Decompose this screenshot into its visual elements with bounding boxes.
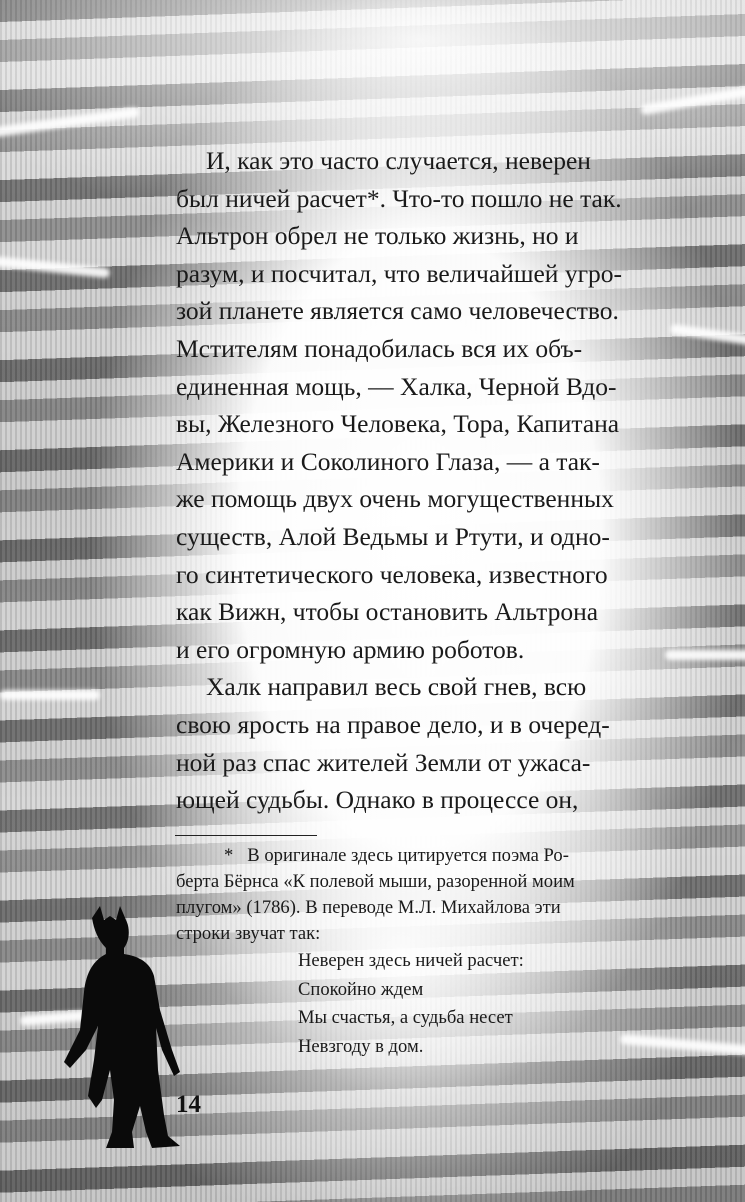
text-line: Альтрон обрел не только жизнь, но и <box>176 221 579 251</box>
footnote-poem <box>298 947 638 1061</box>
footnote-line: берта Бёрнса «К полевой мыши, разоренной моим <box>176 871 575 892</box>
page-number: 14 <box>176 1091 201 1118</box>
light-beam-decoration <box>640 85 745 116</box>
light-beam-decoration <box>0 107 140 139</box>
body-text <box>176 142 660 819</box>
footnote-line: строки звучат так: <box>176 923 321 944</box>
poem-line: Невзгоду в дом. <box>298 1035 424 1057</box>
paragraph <box>176 668 660 818</box>
light-beam-decoration <box>665 650 745 660</box>
text-line: зой планете является само человечество. <box>176 296 619 326</box>
light-beam-decoration <box>620 1034 745 1056</box>
text-line: го синтетического человека, известного <box>176 559 608 589</box>
text-line: единенная мощь, — Халка, Черной Вдо- <box>176 371 617 401</box>
text-line: существ, Алой Ведьмы и Ртути, и одно- <box>176 521 610 551</box>
poem-line: Неверен здесь ничей расчет: <box>298 950 524 971</box>
text-line: Мстителям понадобилась вся их объ- <box>176 333 583 363</box>
text-line: И, как это часто случается, неверен <box>206 146 591 175</box>
paragraph <box>176 142 660 668</box>
light-beam-decoration <box>670 324 745 346</box>
text-line: разум, и посчитал, что величайшей угро- <box>176 258 623 288</box>
footnote-divider <box>175 835 317 836</box>
poem-line: Мы счастья, а судьба несет <box>298 1007 513 1028</box>
text-line: и его огромную армию роботов. <box>176 634 525 664</box>
poem-line: Спокойно ждем <box>298 978 424 1000</box>
text-line: вы, Железного Человека, Тора, Капитана <box>176 409 620 439</box>
text-line: свою ярость на правое дело, и в очеред- <box>176 709 610 739</box>
hero-silhouette-icon <box>40 900 190 1160</box>
text-line: Америки и Соколиного Глаза, — а так- <box>176 446 600 476</box>
footnote-marker: * <box>224 845 234 866</box>
text-line: как Вижн, чтобы остановить Альтрона <box>176 597 599 627</box>
footnote-line: плугом» (1786). В переводе М.Л. Михайлова эти <box>176 897 561 918</box>
text-line: ной раз спас жителей Земли от ужаса- <box>176 747 591 777</box>
footnote <box>176 843 660 947</box>
text-line: же помощь двух очень могущественных <box>176 484 614 514</box>
text-line: был ничей расчет*. Что-то пошло не так. <box>176 183 622 213</box>
light-beam-decoration <box>0 256 110 278</box>
light-beam-decoration <box>0 690 100 700</box>
footnote-line: В оригинале здесь цитируется поэма Ро- <box>247 845 569 866</box>
text-line: ющей судьбы. Однако в процессе он, <box>176 785 579 815</box>
text-line: Халк направил весь свой гнев, всю <box>206 672 587 702</box>
